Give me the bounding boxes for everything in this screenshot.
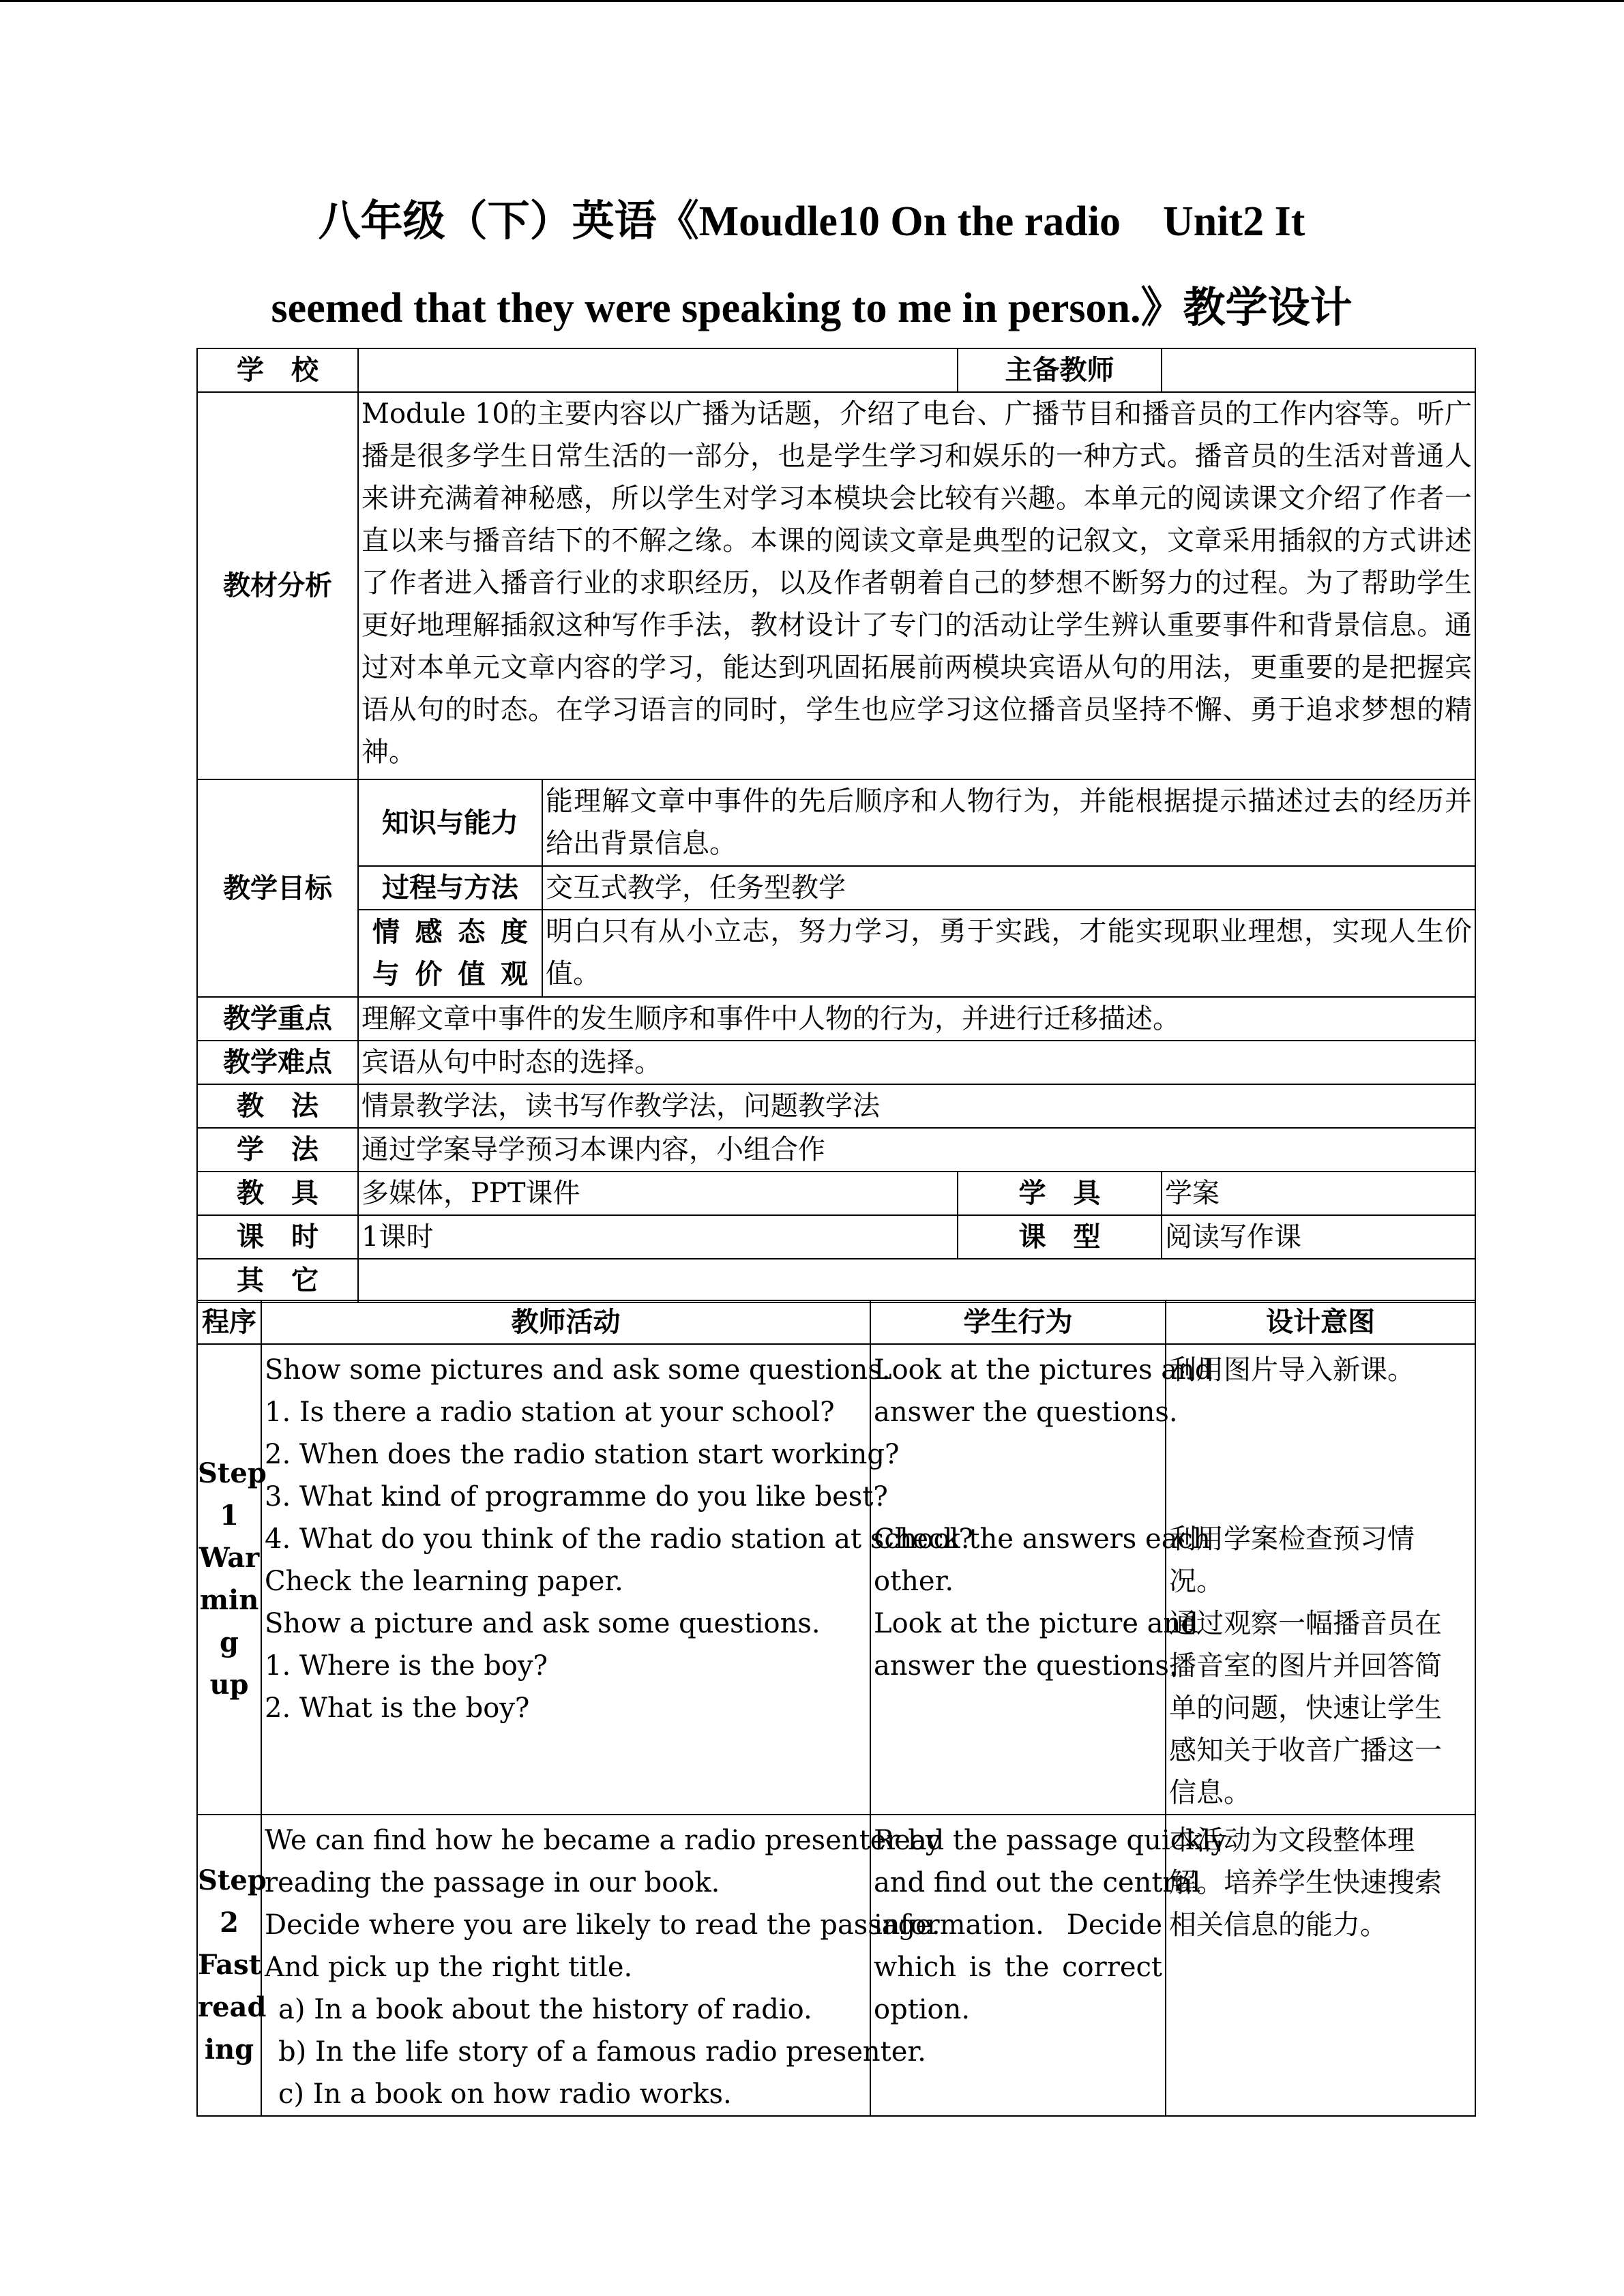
step1-intent-line: 信息。 (1169, 1777, 1251, 1808)
method-label: 教 法 (197, 1084, 358, 1128)
hours-text: 1课时 (358, 1215, 958, 1259)
school-value (358, 348, 958, 392)
step1-teacher-line: 2. When does the radio station start working? (265, 1439, 900, 1470)
analysis-text: Module 10的主要内容以广播为话题，介绍了电台、广播节目和播音员的工作内容等。听广播是很多学生日常生活的一部分，也是学生学习和娱乐的一种方式。播音员的生活对普通人来讲充满着神秘感，所以学生对学习本模块会比较有兴趣。本单元的阅读课文介绍了作者一直以来与播音结下的不解之缘。本课的阅读文章是典型的记叙文，文章采用插叙的方式讲述了作者进入播音行业的求职经历，以及作者朝着自己的梦想不断努力的过程。为了帮助学生更好地理解插叙这种写作手法，教材设计了专门的活动让学生辨认重要事件和背景信息。通过对本单元文章内容的学习，能达到巩固拓展前两模块宾语从句的用法，更重要的是把握宾语从句的时态。在学习语言的同时，学生也应学习这位播音员坚持不懈、勇于追求梦想的精神。 (358, 392, 1475, 779)
hours-label: 课 时 (197, 1215, 358, 1259)
goal-emotion-label (358, 910, 542, 997)
step2-intent-line: 解。培养学生快速搜索 (1169, 1867, 1442, 1898)
header-teacher-activity: 教师活动 (261, 1300, 870, 1344)
step2-option-a: a) In a book about the history of radio. (278, 1994, 812, 2025)
step1-student-line: answer the questions. (874, 1397, 1178, 1428)
step2-teacher-line: And pick up the right title. (265, 1952, 633, 1983)
step1-teacher-line: 2. What is the boy? (265, 1693, 530, 1724)
step1-teacher-line: Show a picture and ask some questions. (265, 1608, 821, 1639)
step1-name: Step 1 War min g up (197, 1344, 261, 1815)
tools-text: 多媒体，PPT课件 (358, 1172, 958, 1215)
step1-student-line: Look at the pictures and (874, 1354, 1213, 1386)
step1-design-intent (1166, 1344, 1475, 1815)
step2-student-line: information. Decide (874, 1909, 1162, 1941)
top-rule (0, 0, 1624, 2)
step2-student-line: which is the correct (874, 1952, 1162, 1983)
tools-label: 教 具 (197, 1172, 358, 1215)
step1-teacher-line: 3. What kind of programme do you like best? (265, 1481, 888, 1512)
learn-text: 通过学案导学预习本课内容，小组合作 (358, 1128, 1475, 1172)
other-label: 其 它 (197, 1259, 358, 1302)
key-text: 理解文章中事件的发生顺序和事件中人物的行为，并进行迁移描述。 (358, 997, 1475, 1041)
goal-process-text: 交互式教学，任务型教学 (542, 866, 1475, 910)
step2-design-intent (1166, 1815, 1475, 2116)
step1-teacher-line: Show some pictures and ask some questions. (265, 1354, 891, 1386)
learn-label: 学 法 (197, 1128, 358, 1172)
step1-teacher-line: 1. Where is the boy? (265, 1650, 548, 1682)
teacher-value (1162, 348, 1475, 392)
step1-intent-line: 利用学案检查预习情 (1169, 1523, 1415, 1555)
step2-student-line: Read the passage quickly (874, 1825, 1226, 1856)
lesson-type-label: 课 型 (958, 1215, 1162, 1259)
goal-knowledge-text: 能理解文章中事件的先后顺序和人物行为，并能根据提示描述过去的经历并给出背景信息。 (542, 779, 1475, 866)
step1-student-line: Check the answers each (874, 1523, 1211, 1555)
step2-intent-line: 本活动为文段整体理 (1169, 1825, 1415, 1856)
step1-intent-line: 况。 (1169, 1566, 1224, 1597)
goal-emotion-text: 明白只有从小立志，努力学习，勇于实践，才能实现职业理想，实现人生价值。 (542, 910, 1475, 997)
step1-intent-line: 通过观察一幅播音员在 (1169, 1608, 1442, 1639)
step2-student-line: option. (874, 1994, 971, 2025)
difficulty-text: 宾语从句中时态的选择。 (358, 1041, 1475, 1084)
step1-intent-line: 利用图片导入新课。 (1169, 1354, 1415, 1386)
goal-emotion-label-line2: 与价值观 (372, 958, 528, 990)
step1-teacher-line: Check the learning paper. (265, 1566, 623, 1597)
step1-teacher-line: 1. Is there a radio station at your school? (265, 1397, 835, 1428)
step2-name: Step 2 Fast read ing (197, 1815, 261, 2116)
step2-teacher-line: We can find how he became a radio presenter by (265, 1825, 941, 1856)
key-label: 教学重点 (197, 997, 358, 1041)
student-tools-label: 学 具 (958, 1172, 1162, 1215)
step1-student-line: other. (874, 1566, 954, 1597)
goal-process-label: 过程与方法 (358, 866, 542, 910)
step2-teacher-line: reading the passage in our book. (265, 1867, 720, 1898)
header-step: 程序 (197, 1300, 261, 1344)
other-text (358, 1259, 1475, 1302)
header-design-intent: 设计意图 (1166, 1300, 1475, 1344)
teacher-label: 主备教师 (958, 348, 1162, 392)
goal-knowledge-label: 知识与能力 (358, 779, 542, 866)
step2-teacher-line: Decide where you are likely to read the passage. (265, 1909, 941, 1941)
goals-label: 教学目标 (197, 779, 358, 997)
step1-student-line: answer the questions. (874, 1650, 1178, 1682)
info-table (196, 348, 1476, 1303)
student-tools-text: 学案 (1162, 1172, 1475, 1215)
step1-intent-line: 单的问题，快速让学生 (1169, 1693, 1442, 1724)
difficulty-label: 教学难点 (197, 1041, 358, 1084)
method-text: 情景教学法，读书写作教学法，问题教学法 (358, 1084, 1475, 1128)
step2-student-line: and find out the central (874, 1867, 1201, 1898)
step2-student-behavior (870, 1815, 1226, 2116)
step1-intent-line: 感知关于收音广播这一 (1169, 1735, 1442, 1766)
page-title-line2: seemed that they were speaking to me in person.》教学设计 (271, 285, 1353, 331)
lesson-type-text: 阅读写作课 (1162, 1215, 1475, 1259)
process-table (196, 1300, 1476, 2117)
page-title-line1: 八年级（下）英语《Moudle10 On the radio Unit2 It (318, 198, 1305, 245)
school-label: 学 校 (197, 348, 358, 392)
step1-intent-line: 播音室的图片并回答简 (1169, 1650, 1442, 1682)
goal-emotion-label-line1: 情感态度 (372, 916, 528, 948)
analysis-label: 教材分析 (197, 392, 358, 779)
step2-intent-line: 相关信息的能力。 (1169, 1909, 1387, 1941)
step1-teacher-line: 4. What do you think of the radio station at school? (265, 1523, 973, 1555)
header-student-behavior: 学生行为 (870, 1300, 1166, 1344)
step2-option-c: c) In a book on how radio works. (278, 2078, 732, 2110)
step1-student-line: Look at the picture and (874, 1608, 1198, 1639)
step2-option-b: b) In the life story of a famous radio presenter. (278, 2036, 926, 2068)
